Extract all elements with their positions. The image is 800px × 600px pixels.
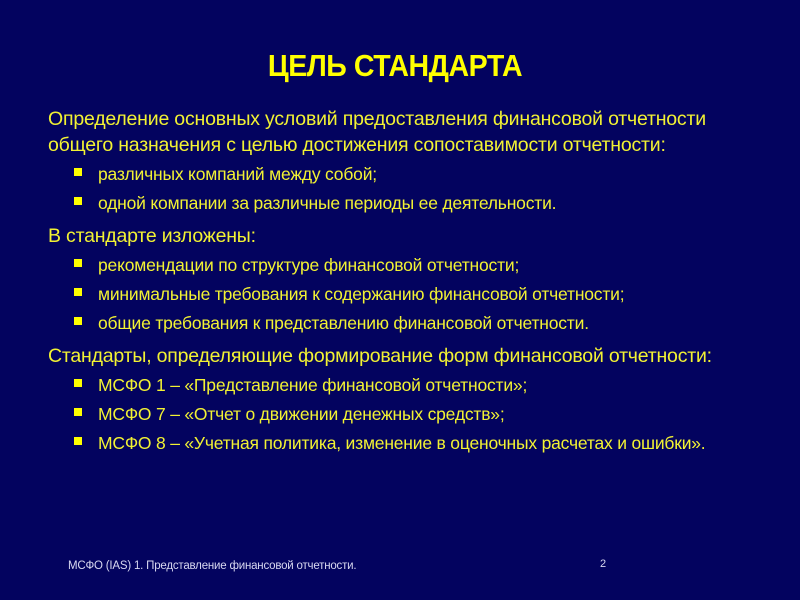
- slide-title: ЦЕЛЬ СТАНДАРТА: [267, 48, 523, 83]
- square-bullet-icon: [74, 197, 82, 205]
- bullet-item: [48, 282, 748, 306]
- section-3-bullets: [48, 373, 748, 455]
- section-3-paragraph: Стандарты, определяющие формирование форм финансовой отчетности:: [48, 345, 712, 367]
- square-bullet-icon: [74, 317, 82, 325]
- slide-content: [48, 106, 748, 460]
- bullet-text: МСФО 8 – «Учетная политика, изменение в оценочных расчетах и ошибки».: [98, 433, 706, 453]
- footer-text: МСФО (IAS) 1. Представление финансовой отчетности.: [68, 560, 357, 572]
- bullet-text: рекомендации по структуре финансовой отчетности;: [98, 255, 520, 275]
- page-number: 2: [600, 558, 607, 570]
- section-1-bullets: [48, 162, 748, 215]
- square-bullet-icon: [74, 379, 82, 387]
- square-bullet-icon: [74, 437, 82, 445]
- square-bullet-icon: [74, 259, 82, 267]
- bullet-text: одной компании за различные периоды ее деятельности.: [98, 193, 557, 213]
- section-2-bullets: [48, 253, 748, 335]
- bullet-item: [48, 191, 748, 215]
- bullet-text: минимальные требования к содержанию финансовой отчетности;: [98, 284, 625, 304]
- bullet-text: МСФО 7 – «Отчет о движении денежных средств»;: [98, 404, 505, 424]
- square-bullet-icon: [74, 408, 82, 416]
- square-bullet-icon: [74, 288, 82, 296]
- bullet-item: [48, 311, 748, 335]
- section-2-paragraph: В стандарте изложены:: [48, 225, 256, 247]
- section-1-paragraph: Определение основных условий предоставления финансовой отчетности общего назначения с целью достижения сопоставимости отчетности:: [48, 108, 706, 156]
- bullet-item: [48, 162, 748, 186]
- bullet-item: [48, 431, 748, 455]
- bullet-text: различных компаний между собой;: [98, 164, 377, 184]
- bullet-item: [48, 253, 748, 277]
- bullet-item: [48, 373, 748, 397]
- bullet-text: общие требования к представлению финансовой отчетности.: [98, 313, 589, 333]
- bullet-item: [48, 402, 748, 426]
- square-bullet-icon: [74, 168, 82, 176]
- bullet-text: МСФО 1 – «Представление финансовой отчетности»;: [98, 375, 528, 395]
